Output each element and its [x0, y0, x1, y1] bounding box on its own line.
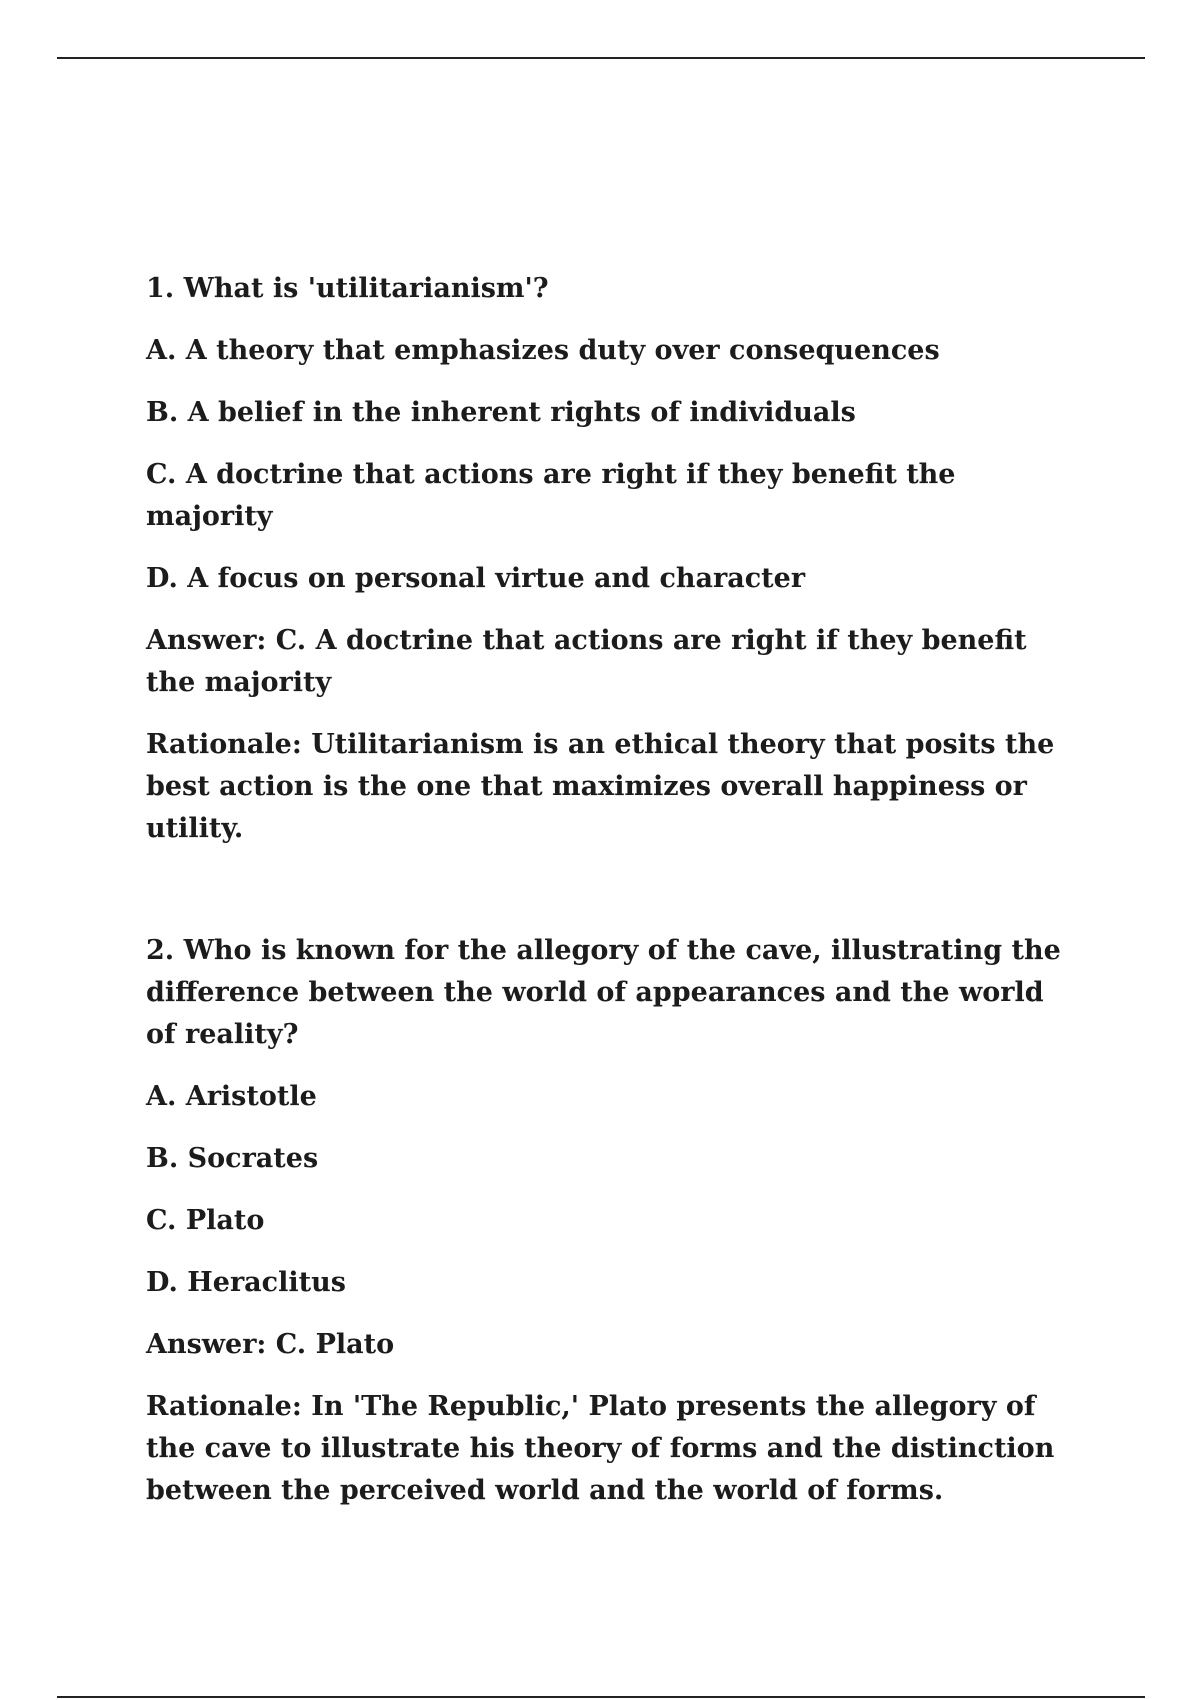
- option-d: D. A focus on personal virtue and character: [146, 563, 806, 594]
- question-block-2: [146, 930, 1076, 1512]
- answer-text: Answer: C. A doctrine that actions are right if they benefit the majority: [146, 625, 1027, 698]
- option-a: A. Aristotle: [146, 1081, 317, 1112]
- option-b: B. A belief in the inherent rights of individuals: [146, 397, 856, 428]
- option-a: A. A theory that emphasizes duty over consequences: [146, 335, 940, 366]
- question-block-1: [146, 268, 1076, 850]
- top-rule: [57, 57, 1145, 59]
- question-text: 2. Who is known for the allegory of the cave, illustrating the difference between the world of appearances and the world of reality?: [146, 935, 1061, 1050]
- question-spacer: [146, 870, 1076, 930]
- question-text: 1. What is 'utilitarianism'?: [146, 273, 549, 304]
- rationale-text: Rationale: In 'The Republic,' Plato presents the allegory of the cave to illustrate his theory of forms and the distinction between the perceived world and the world of forms.: [146, 1391, 1055, 1506]
- option-d: D. Heraclitus: [146, 1267, 346, 1298]
- answer-text: Answer: C. Plato: [146, 1329, 395, 1360]
- option-b: B. Socrates: [146, 1143, 319, 1174]
- page-content: [146, 268, 1076, 1532]
- option-c: C. Plato: [146, 1205, 265, 1236]
- rationale-text: Rationale: Utilitarianism is an ethical theory that posits the best action is the one that maximizes overall happiness or utility.: [146, 729, 1055, 844]
- bottom-rule: [57, 1696, 1145, 1698]
- option-c: C. A doctrine that actions are right if they benefit the majority: [146, 459, 956, 532]
